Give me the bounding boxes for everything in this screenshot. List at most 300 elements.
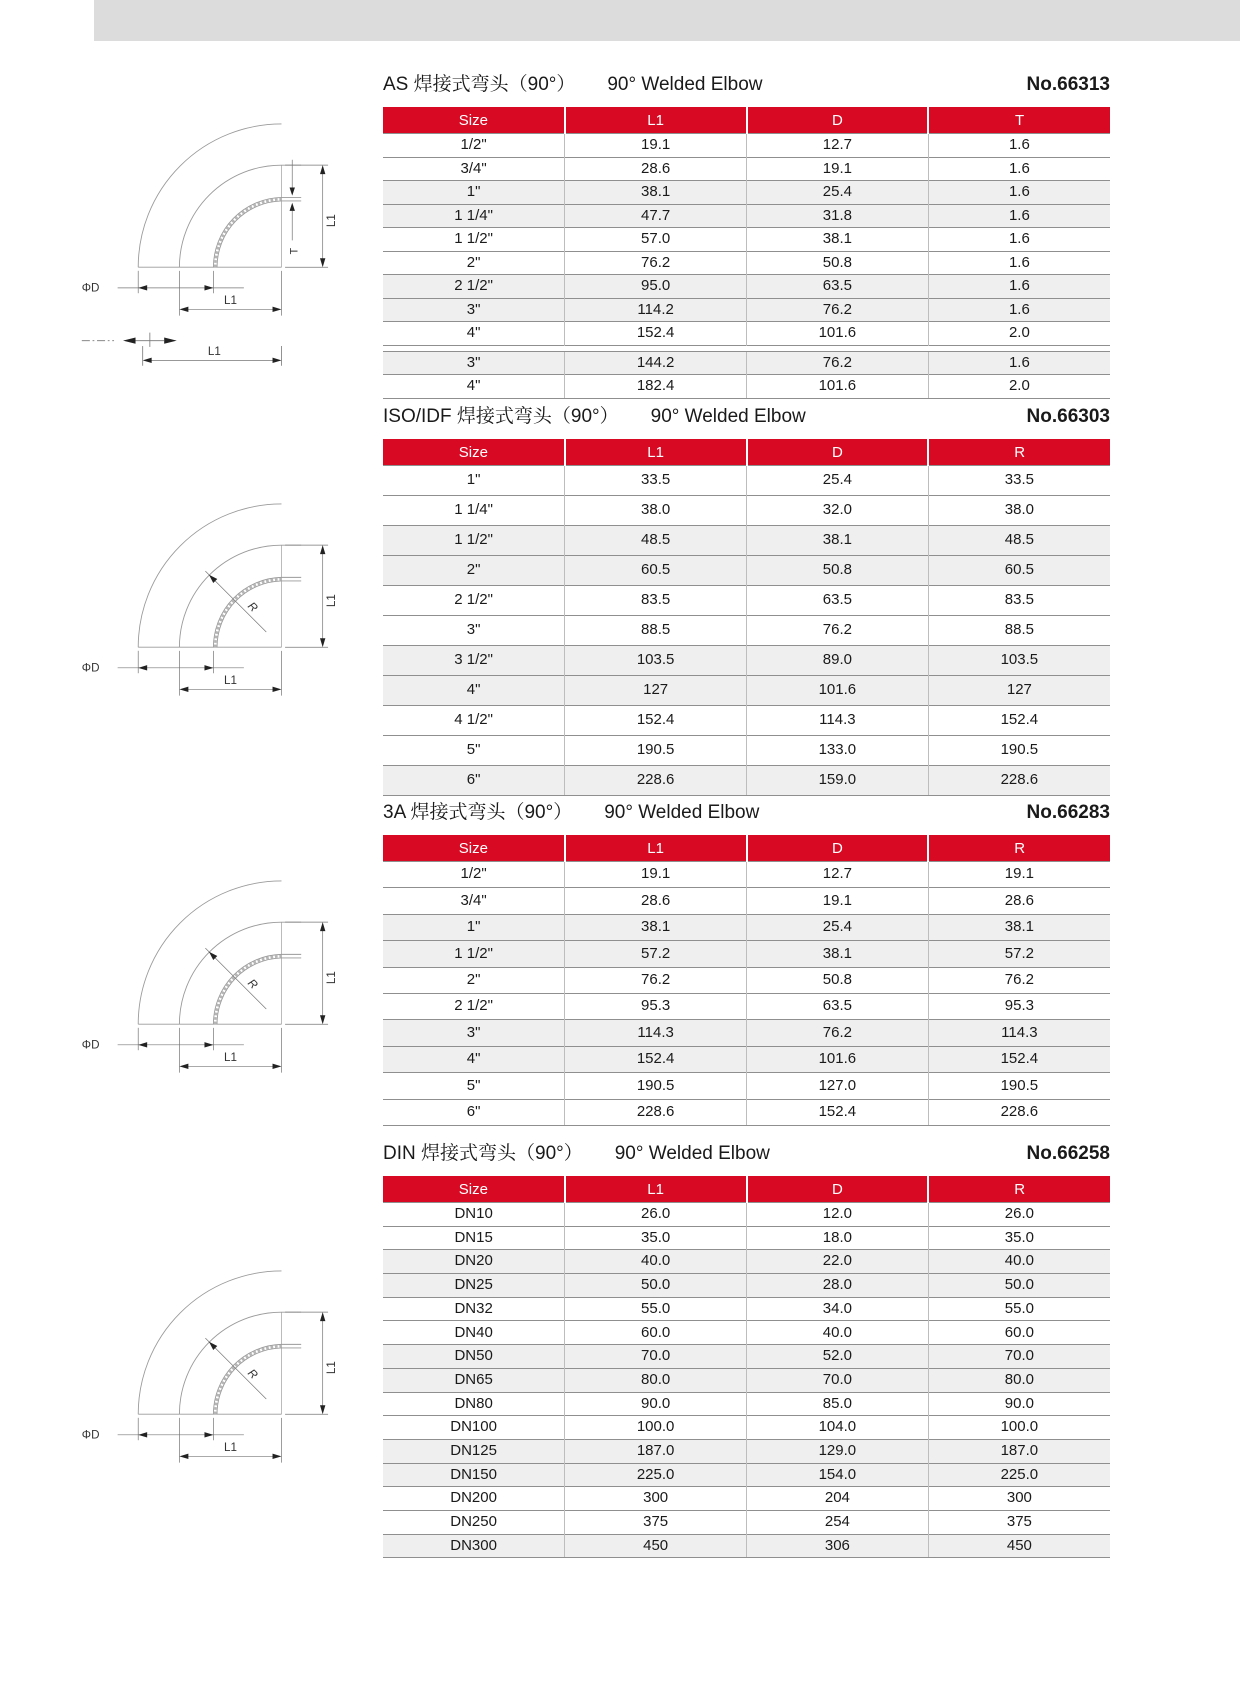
- table-cell: 28.6: [928, 888, 1110, 914]
- table-cell: 228.6: [928, 766, 1110, 796]
- table-cell: 2": [383, 967, 565, 993]
- table-row: [383, 181, 1110, 205]
- spec-table: [383, 439, 1110, 796]
- table-cell: 4 1/2": [383, 706, 565, 736]
- table-cell: 4": [383, 676, 565, 706]
- table-cell: 90.0: [565, 1392, 747, 1416]
- table-cell: 32.0: [747, 496, 929, 526]
- table-cell: 55.0: [565, 1297, 747, 1321]
- dimension-label-diameter: ΦD: [81, 1038, 100, 1052]
- table-cell: 103.5: [928, 646, 1110, 676]
- table-cell: 152.4: [747, 1099, 929, 1125]
- elbow-drawing: [80, 1262, 380, 1472]
- column-header: L1: [565, 439, 747, 466]
- table-cell: 1.6: [928, 181, 1110, 205]
- table-cell: 1.6: [928, 351, 1110, 375]
- table-cell: 80.0: [565, 1368, 747, 1392]
- dimension-label-radius: R: [245, 1366, 261, 1382]
- dimension-label-diameter: ΦD: [81, 1428, 100, 1442]
- table-row: [383, 1534, 1110, 1558]
- table-cell: 76.2: [928, 967, 1110, 993]
- spec-table: [383, 835, 1110, 1126]
- table-cell: 18.0: [747, 1226, 929, 1250]
- table-row: [383, 1487, 1110, 1511]
- spec-table: [383, 1176, 1110, 1558]
- table-cell: 25.4: [747, 914, 929, 940]
- table-row: [383, 1226, 1110, 1250]
- table-row: [383, 941, 1110, 967]
- table-cell: 1/2": [383, 134, 565, 158]
- table-cell: 1 1/4": [383, 204, 565, 228]
- table-row: [383, 1463, 1110, 1487]
- dimension-label-radius: R: [245, 599, 261, 615]
- table-cell: 190.5: [928, 1073, 1110, 1099]
- table-cell: 95.0: [565, 275, 747, 299]
- table-cell: 76.2: [565, 251, 747, 275]
- table-cell: 63.5: [747, 993, 929, 1019]
- dimension-label-diameter: ΦD: [81, 281, 100, 295]
- table-cell: 12.7: [747, 134, 929, 158]
- table-row: [383, 706, 1110, 736]
- table-cell: 83.5: [928, 586, 1110, 616]
- table-cell: DN100: [383, 1416, 565, 1440]
- dimension-label-l1-bottom: L1: [223, 293, 237, 307]
- table-cell: 152.4: [565, 706, 747, 736]
- table-cell: 1/2": [383, 862, 565, 888]
- table-cell: 19.1: [928, 862, 1110, 888]
- table-cell: DN15: [383, 1226, 565, 1250]
- table-cell: 225.0: [565, 1463, 747, 1487]
- table-cell: 127: [565, 676, 747, 706]
- table-cell: 38.0: [928, 496, 1110, 526]
- table-cell: 375: [565, 1510, 747, 1534]
- table-cell: 114.3: [565, 1020, 747, 1046]
- table-cell: DN65: [383, 1368, 565, 1392]
- table-cell: 40.0: [928, 1250, 1110, 1274]
- table-cell: DN200: [383, 1487, 565, 1511]
- table-cell: 100.0: [565, 1416, 747, 1440]
- table-cell: 55.0: [928, 1297, 1110, 1321]
- table-cell: 300: [565, 1487, 747, 1511]
- table-cell: DN20: [383, 1250, 565, 1274]
- table-row: [383, 1392, 1110, 1416]
- table-row: [383, 888, 1110, 914]
- table-row: [383, 1020, 1110, 1046]
- table-cell: 88.5: [565, 616, 747, 646]
- table-cell: 25.4: [747, 181, 929, 205]
- table-cell: 34.0: [747, 1297, 929, 1321]
- table-cell: 228.6: [928, 1099, 1110, 1125]
- part-number: No.66283: [1026, 802, 1110, 823]
- table-row: [383, 736, 1110, 766]
- table-cell: 19.1: [565, 134, 747, 158]
- table-cell: 85.0: [747, 1392, 929, 1416]
- table-cell: 182.4: [565, 375, 747, 399]
- table-cell: DN80: [383, 1392, 565, 1416]
- table-cell: 22.0: [747, 1250, 929, 1274]
- table-row: [383, 251, 1110, 275]
- table-cell: 3": [383, 616, 565, 646]
- table-cell: 190.5: [565, 1073, 747, 1099]
- part-number: No.66313: [1026, 74, 1110, 95]
- table-cell: 127: [928, 676, 1110, 706]
- column-header: D: [747, 835, 929, 862]
- table-cell: 90.0: [928, 1392, 1110, 1416]
- table-cell: 26.0: [565, 1203, 747, 1227]
- table-cell: 50.0: [565, 1274, 747, 1298]
- table-cell: 3 1/2": [383, 646, 565, 676]
- section-title-cn: AS 焊接式弯头（90°）: [383, 74, 576, 95]
- table-cell: 95.3: [565, 993, 747, 1019]
- table-cell: 152.4: [928, 706, 1110, 736]
- table-cell: DN25: [383, 1274, 565, 1298]
- table-cell: 6": [383, 766, 565, 796]
- section-din: [383, 1141, 1110, 1558]
- section-header: [383, 404, 1110, 430]
- table-cell: 19.1: [747, 157, 929, 181]
- part-number: No.66303: [1026, 406, 1110, 427]
- table-cell: 76.2: [565, 967, 747, 993]
- table-cell: 38.1: [928, 914, 1110, 940]
- table-cell: 101.6: [747, 322, 929, 346]
- table-cell: 1.6: [928, 204, 1110, 228]
- dimension-label-thickness: T: [288, 247, 301, 255]
- table-cell: 28.6: [565, 888, 747, 914]
- dimension-label-l1-vertical: L1: [325, 971, 339, 985]
- table-cell: 254: [747, 1510, 929, 1534]
- column-header: Size: [383, 1176, 565, 1203]
- dimension-label-l1-remnant: L1: [207, 344, 221, 358]
- dimension-label-l1-bottom: L1: [223, 1440, 237, 1454]
- column-header: R: [928, 439, 1110, 466]
- spec-table: [383, 107, 1110, 399]
- table-row: [383, 1345, 1110, 1369]
- table-cell: 2 1/2": [383, 275, 565, 299]
- table-cell: 38.1: [565, 181, 747, 205]
- table-cell: 19.1: [747, 888, 929, 914]
- table-cell: 4": [383, 1046, 565, 1072]
- dimension-label-radius: R: [245, 976, 261, 992]
- elbow-drawing: [80, 872, 380, 1082]
- table-cell: 1 1/2": [383, 941, 565, 967]
- table-cell: 187.0: [928, 1439, 1110, 1463]
- section-3a: [383, 800, 1110, 1126]
- table-cell: 70.0: [928, 1345, 1110, 1369]
- table-cell: 3": [383, 298, 565, 322]
- top-gray-bar: [94, 0, 1240, 41]
- table-row: [383, 466, 1110, 496]
- table-cell: DN32: [383, 1297, 565, 1321]
- table-cell: 129.0: [747, 1439, 929, 1463]
- table-cell: 133.0: [747, 736, 929, 766]
- table-cell: 114.2: [565, 298, 747, 322]
- table-row: [383, 375, 1110, 399]
- table-cell: 60.0: [928, 1321, 1110, 1345]
- table-row: [383, 676, 1110, 706]
- column-header: Size: [383, 107, 565, 134]
- table-cell: 154.0: [747, 1463, 929, 1487]
- table-row: [383, 556, 1110, 586]
- table-cell: 152.4: [928, 1046, 1110, 1072]
- table-row: [383, 275, 1110, 299]
- table-cell: 28.0: [747, 1274, 929, 1298]
- table-cell: 6": [383, 1099, 565, 1125]
- column-header: R: [928, 835, 1110, 862]
- table-row: [383, 204, 1110, 228]
- table-cell: 1.6: [928, 228, 1110, 252]
- table-row: [383, 298, 1110, 322]
- table-cell: 2 1/2": [383, 586, 565, 616]
- elbow-diagram-3a: [80, 872, 380, 1082]
- table-row: [383, 862, 1110, 888]
- section-iso-idf: [383, 404, 1110, 796]
- table-cell: 3": [383, 1020, 565, 1046]
- table-row: [383, 1203, 1110, 1227]
- table-cell: 2.0: [928, 322, 1110, 346]
- table-cell: 38.1: [747, 526, 929, 556]
- table-cell: 80.0: [928, 1368, 1110, 1392]
- table-cell: 306: [747, 1534, 929, 1558]
- table-cell: 47.7: [565, 204, 747, 228]
- column-header: D: [747, 107, 929, 134]
- table-cell: 52.0: [747, 1345, 929, 1369]
- table-cell: DN10: [383, 1203, 565, 1227]
- section-title-en: 90° Welded Elbow: [604, 802, 760, 823]
- table-cell: 70.0: [565, 1345, 747, 1369]
- table-cell: 1.6: [928, 275, 1110, 299]
- table-cell: 60.5: [565, 556, 747, 586]
- table-cell: 19.1: [565, 862, 747, 888]
- table-row: [383, 616, 1110, 646]
- table-cell: 1 1/2": [383, 526, 565, 556]
- column-header: Size: [383, 439, 565, 466]
- table-row: [383, 134, 1110, 158]
- section-title-cn: DIN 焊接式弯头（90°）: [383, 1143, 583, 1164]
- header-row: [383, 1176, 1110, 1203]
- table-cell: 50.8: [747, 556, 929, 586]
- table-cell: 1": [383, 466, 565, 496]
- table-cell: 76.2: [747, 1020, 929, 1046]
- table-cell: 38.1: [747, 228, 929, 252]
- table-cell: 1.6: [928, 134, 1110, 158]
- section-title-cn: ISO/IDF 焊接式弯头（90°）: [383, 406, 619, 427]
- header-row: [383, 439, 1110, 466]
- table-cell: 190.5: [565, 736, 747, 766]
- column-header: L1: [565, 107, 747, 134]
- table-cell: 450: [565, 1534, 747, 1558]
- table-cell: 63.5: [747, 586, 929, 616]
- table-cell: 300: [928, 1487, 1110, 1511]
- table-cell: 114.3: [928, 1020, 1110, 1046]
- table-row: [383, 646, 1110, 676]
- table-cell: DN250: [383, 1510, 565, 1534]
- table-cell: 48.5: [928, 526, 1110, 556]
- header-row: [383, 107, 1110, 134]
- table-cell: 28.6: [565, 157, 747, 181]
- table-cell: 33.5: [928, 466, 1110, 496]
- table-cell: 95.3: [928, 993, 1110, 1019]
- table-cell: 103.5: [565, 646, 747, 676]
- table-cell: 3/4": [383, 157, 565, 181]
- table-cell: 2": [383, 556, 565, 586]
- table-row: [383, 1099, 1110, 1125]
- part-number: No.66258: [1026, 1143, 1110, 1164]
- table-row: [383, 1073, 1110, 1099]
- table-cell: 204: [747, 1487, 929, 1511]
- column-header: D: [747, 1176, 929, 1203]
- table-cell: 4": [383, 322, 565, 346]
- table-cell: 60.5: [928, 556, 1110, 586]
- table-cell: 152.4: [565, 322, 747, 346]
- table-cell: 104.0: [747, 1416, 929, 1440]
- table-cell: DN125: [383, 1439, 565, 1463]
- table-cell: DN40: [383, 1321, 565, 1345]
- elbow-drawing: [80, 495, 380, 705]
- table-cell: 1": [383, 914, 565, 940]
- table-cell: 5": [383, 1073, 565, 1099]
- table-row: [383, 228, 1110, 252]
- table-cell: 3/4": [383, 888, 565, 914]
- table-cell: 50.8: [747, 967, 929, 993]
- table-row: [383, 1368, 1110, 1392]
- table-row: [383, 914, 1110, 940]
- section-header: [383, 800, 1110, 826]
- table-cell: 48.5: [565, 526, 747, 556]
- table-cell: 144.2: [565, 351, 747, 375]
- table-row: [383, 496, 1110, 526]
- column-header: R: [928, 1176, 1110, 1203]
- table-cell: 38.0: [565, 496, 747, 526]
- table-cell: 57.2: [928, 941, 1110, 967]
- table-cell: 57.2: [565, 941, 747, 967]
- table-cell: 2 1/2": [383, 993, 565, 1019]
- column-header: Size: [383, 835, 565, 862]
- elbow-diagram-iso-idf: [80, 495, 380, 705]
- table-row: [383, 1321, 1110, 1345]
- table-cell: 76.2: [747, 616, 929, 646]
- table-cell: 1.6: [928, 298, 1110, 322]
- elbow-diagram-as: [80, 115, 380, 376]
- table-cell: 50.8: [747, 251, 929, 275]
- table-cell: 225.0: [928, 1463, 1110, 1487]
- table-row: [383, 1439, 1110, 1463]
- section-header: [383, 72, 1110, 98]
- table-cell: 89.0: [747, 646, 929, 676]
- elbow-diagram-din: [80, 1262, 380, 1472]
- table-cell: 57.0: [565, 228, 747, 252]
- table-cell: 35.0: [928, 1226, 1110, 1250]
- column-header: L1: [565, 1176, 747, 1203]
- column-header: L1: [565, 835, 747, 862]
- table-cell: 70.0: [747, 1368, 929, 1392]
- table-row: [383, 1046, 1110, 1072]
- elbow-drawing: [80, 115, 380, 376]
- table-cell: DN150: [383, 1463, 565, 1487]
- table-cell: 228.6: [565, 1099, 747, 1125]
- table-cell: DN50: [383, 1345, 565, 1369]
- table-cell: 2.0: [928, 375, 1110, 399]
- table-cell: 12.0: [747, 1203, 929, 1227]
- table-cell: 40.0: [565, 1250, 747, 1274]
- table-cell: 38.1: [747, 941, 929, 967]
- table-row: [383, 766, 1110, 796]
- table-cell: 4": [383, 375, 565, 399]
- table-cell: 101.6: [747, 375, 929, 399]
- table-row: [383, 526, 1110, 556]
- table-row: [383, 157, 1110, 181]
- table-row: [383, 322, 1110, 346]
- table-cell: 33.5: [565, 466, 747, 496]
- table-cell: 1 1/4": [383, 496, 565, 526]
- table-cell: 50.0: [928, 1274, 1110, 1298]
- table-cell: 1": [383, 181, 565, 205]
- table-cell: 35.0: [565, 1226, 747, 1250]
- table-cell: 26.0: [928, 1203, 1110, 1227]
- table-cell: 2": [383, 251, 565, 275]
- column-header: D: [747, 439, 929, 466]
- table-row: [383, 993, 1110, 1019]
- table-cell: 114.3: [747, 706, 929, 736]
- dimension-label-l1-bottom: L1: [223, 1050, 237, 1064]
- table-cell: 450: [928, 1534, 1110, 1558]
- section-title-en: 90° Welded Elbow: [614, 1143, 770, 1164]
- table-row: [383, 351, 1110, 375]
- table-cell: 40.0: [747, 1321, 929, 1345]
- table-row: [383, 1416, 1110, 1440]
- table-row: [383, 1250, 1110, 1274]
- table-row: [383, 586, 1110, 616]
- table-cell: 76.2: [747, 351, 929, 375]
- table-cell: DN300: [383, 1534, 565, 1558]
- table-cell: 31.8: [747, 204, 929, 228]
- table-cell: 159.0: [747, 766, 929, 796]
- table-cell: 83.5: [565, 586, 747, 616]
- table-cell: 60.0: [565, 1321, 747, 1345]
- table-row: [383, 967, 1110, 993]
- table-row: [383, 1510, 1110, 1534]
- section-as: [383, 72, 1110, 399]
- table-cell: 63.5: [747, 275, 929, 299]
- table-cell: 152.4: [565, 1046, 747, 1072]
- column-header: T: [928, 107, 1110, 134]
- table-cell: 187.0: [565, 1439, 747, 1463]
- section-title-cn: 3A 焊接式弯头（90°）: [383, 802, 573, 823]
- table-cell: 1.6: [928, 251, 1110, 275]
- table-cell: 127.0: [747, 1073, 929, 1099]
- section-header: [383, 1141, 1110, 1167]
- dimension-label-l1-vertical: L1: [325, 214, 339, 228]
- table-cell: 375: [928, 1510, 1110, 1534]
- table-cell: 3": [383, 351, 565, 375]
- table-cell: 1 1/2": [383, 228, 565, 252]
- table-cell: 88.5: [928, 616, 1110, 646]
- table-cell: 228.6: [565, 766, 747, 796]
- table-cell: 12.7: [747, 862, 929, 888]
- table-cell: 190.5: [928, 736, 1110, 766]
- table-cell: 1.6: [928, 157, 1110, 181]
- dimension-label-l1-vertical: L1: [325, 1361, 339, 1375]
- table-cell: 101.6: [747, 1046, 929, 1072]
- section-title-en: 90° Welded Elbow: [650, 406, 806, 427]
- dimension-label-l1-vertical: L1: [325, 594, 339, 608]
- header-row: [383, 835, 1110, 862]
- table-cell: 76.2: [747, 298, 929, 322]
- table-cell: 101.6: [747, 676, 929, 706]
- table-cell: 25.4: [747, 466, 929, 496]
- table-cell: 38.1: [565, 914, 747, 940]
- table-row: [383, 1274, 1110, 1298]
- section-title-en: 90° Welded Elbow: [607, 74, 763, 95]
